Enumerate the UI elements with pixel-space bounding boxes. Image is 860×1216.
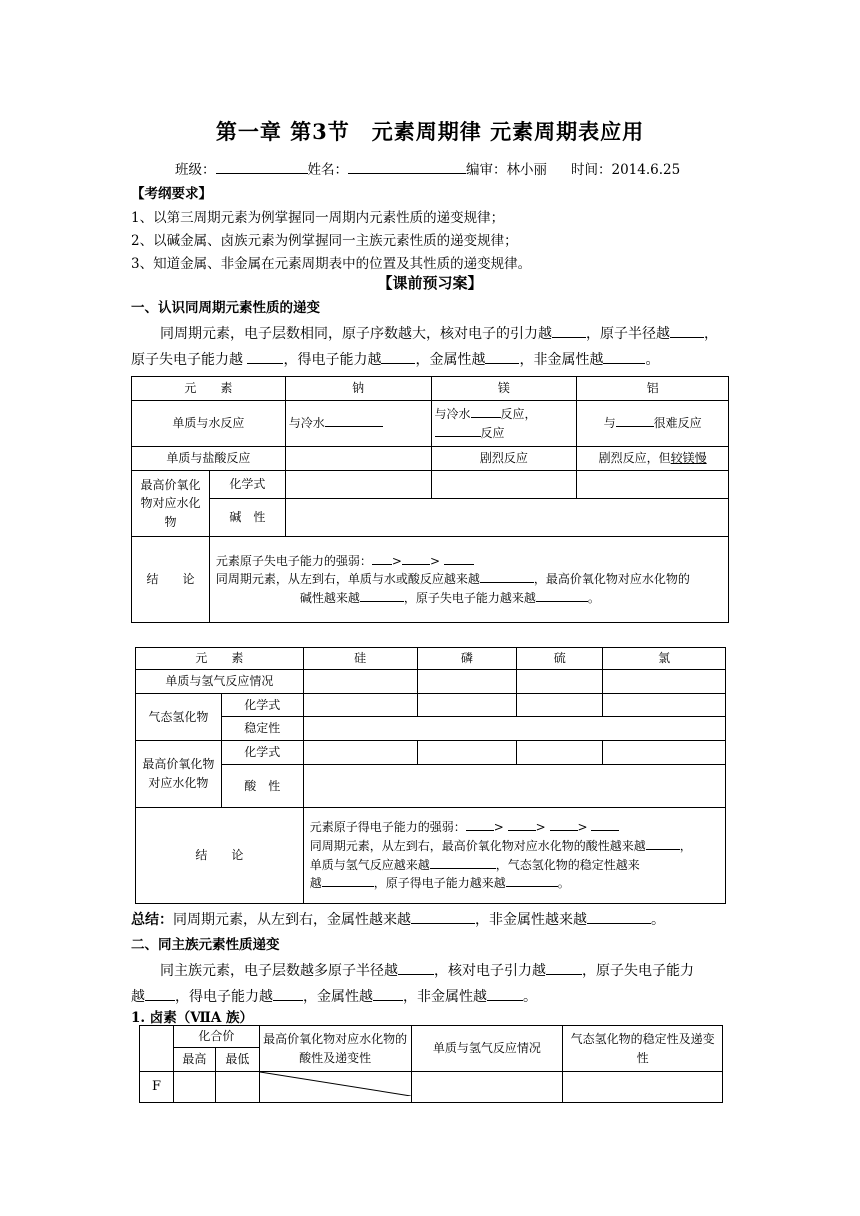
cell[interactable] xyxy=(303,741,417,765)
blank[interactable] xyxy=(487,988,523,1001)
sec2-para1: 同主族元素，电子层数越多原子半径越 ，核对电子引力越 ，原子失电子能力 xyxy=(160,963,694,979)
sec2-heading: 二、同主族元素性质递变 xyxy=(131,937,280,953)
header-cell: 镁 xyxy=(431,377,577,401)
sec2-para2: 越 ，得电子能力越 ，金属性越 ，非金属性越 。 xyxy=(131,989,537,1005)
row-label: 单质与氢气反应情况 xyxy=(136,670,304,694)
header-cell: 硫 xyxy=(517,648,603,670)
cell-basicity[interactable] xyxy=(285,499,728,537)
corner-cell xyxy=(140,1026,174,1072)
header-cell: 元 素 xyxy=(136,648,304,670)
sec1-para1: 同周期元素，电子层数相同，原子序数越大，核对电子的引力越 ，原子半径越 ， xyxy=(160,326,718,342)
cell-al-water[interactable]: 与 很难反应 xyxy=(577,401,729,447)
class-label: 班级： xyxy=(175,162,216,178)
row-label: 单质与水反应 xyxy=(132,401,286,447)
cell[interactable] xyxy=(517,741,603,765)
cell-diagonal xyxy=(259,1072,411,1103)
sub-label: 化学式 xyxy=(221,694,303,717)
header-cell: 钠 xyxy=(285,377,431,401)
sec1-heading: 一、认识同周期元素性质的递变 xyxy=(131,300,320,316)
cell[interactable] xyxy=(563,1072,723,1103)
name-label: 姓名： xyxy=(307,162,348,178)
cell-na-formula[interactable] xyxy=(285,471,431,499)
blank[interactable] xyxy=(373,988,403,1001)
element-cell: F xyxy=(140,1072,174,1103)
sub-label: 稳定性 xyxy=(221,717,303,741)
row-label: 最高价氧化物对应水化物 xyxy=(132,471,210,537)
row-label: 结 论 xyxy=(136,808,304,904)
blank[interactable] xyxy=(145,988,175,1001)
row-label: 气态氢化物 xyxy=(136,694,222,741)
cell[interactable] xyxy=(417,694,517,717)
exam-req-heading: 【考纲要求】 xyxy=(131,186,212,202)
blank[interactable] xyxy=(247,351,283,364)
header-cell: 磷 xyxy=(417,648,517,670)
cell[interactable] xyxy=(603,741,726,765)
cell[interactable] xyxy=(215,1072,259,1103)
blank[interactable] xyxy=(398,962,434,975)
conclusion-cell[interactable]: 元素原子失电子能力的强弱： > > 同周期元素，从左到右，单质与水或酸反应越来越 ，最高价氧化物对应水化物的 碱性越来越 ，原子失电子能力越来越 。 xyxy=(209,537,728,623)
summary: 总结：同周期元素，从左到右，金属性越来越 ，非金属性越来越 。 xyxy=(131,912,665,928)
table-period3-metals xyxy=(131,376,729,623)
cell[interactable] xyxy=(303,694,417,717)
header-cell: 元 素 xyxy=(132,377,286,401)
blank[interactable] xyxy=(670,325,704,338)
cell[interactable] xyxy=(411,1072,563,1103)
class-blank[interactable] xyxy=(216,159,308,174)
exam-req-item: 3、知道金属、非金属在元素周期表中的位置及其性质的递变规律。 xyxy=(131,256,532,272)
row-label: 单质与盐酸反应 xyxy=(132,447,286,471)
header-cell: 最高价氧化物对应水化物的酸性及递变性 xyxy=(259,1026,411,1072)
cell-acidity[interactable] xyxy=(303,765,725,808)
cell[interactable] xyxy=(517,670,603,694)
blank[interactable] xyxy=(485,351,519,364)
blank[interactable] xyxy=(381,351,415,364)
cell-al-acid: 剧烈反应，但较镁慢 xyxy=(577,447,729,471)
header-cell: 气态氢化物的稳定性及递变性 xyxy=(563,1026,723,1072)
meta-line xyxy=(175,158,680,178)
conclusion-cell[interactable]: 元素原子得电子能力的强弱： > > > 同周期元素，从左到右，最高价氧化物对应水化物的酸性越来越 ， 单质与氢气反应越来越 ，气态氢化物的稳定性越来 越 ，原子得电子能力越来越 。 xyxy=(303,808,725,904)
cell-mg-acid: 剧烈反应 xyxy=(431,447,577,471)
cell-na-water[interactable]: 与冷水 xyxy=(285,401,431,447)
cell[interactable] xyxy=(417,741,517,765)
blank[interactable] xyxy=(552,325,586,338)
header-cell: 化合价 xyxy=(173,1026,259,1048)
name-blank[interactable] xyxy=(348,159,466,174)
row-label: 结 论 xyxy=(132,537,210,623)
blank[interactable] xyxy=(273,988,303,1001)
time: 时间：2014.6.25 xyxy=(571,162,681,178)
blank[interactable] xyxy=(411,911,475,924)
cell-stability[interactable] xyxy=(303,717,725,741)
blank[interactable] xyxy=(587,911,651,924)
diagonal-line xyxy=(260,1072,411,1096)
header-cell: 最低 xyxy=(215,1048,259,1072)
editor: 编审：林小丽 xyxy=(466,162,547,178)
preview-heading: 【课前预习案】 xyxy=(377,274,483,292)
cell[interactable] xyxy=(603,670,726,694)
cell-mg-water[interactable]: 与冷水 反应， 反应 xyxy=(431,401,577,447)
sub-label: 碱 性 xyxy=(209,499,285,537)
sec1-para2: 原子失电子能力越 ，得电子能力越 ，金属性越 ，非金属性越 。 xyxy=(131,352,660,368)
header-cell: 最高 xyxy=(173,1048,215,1072)
cell-al-formula[interactable] xyxy=(577,471,729,499)
header-cell: 单质与氢气反应情况 xyxy=(411,1026,563,1072)
sub-label: 酸 性 xyxy=(221,765,303,808)
cell[interactable] xyxy=(303,670,417,694)
blank[interactable] xyxy=(546,962,582,975)
blank[interactable] xyxy=(603,351,645,364)
sub-label: 化学式 xyxy=(221,741,303,765)
table-halogen xyxy=(139,1025,723,1103)
exam-req-item: 1、以第三周期元素为例掌握同一周期内元素性质的递变规律； xyxy=(131,210,505,226)
table-period3-nonmetals xyxy=(135,647,726,904)
page-title: 第一章 第3节 元素周期律 元素周期表应用 xyxy=(215,119,645,144)
sub-label: 化学式 xyxy=(209,471,285,499)
header-cell: 氯 xyxy=(603,648,726,670)
header-cell: 铝 xyxy=(577,377,729,401)
halogen-heading: 1. 卤素（ⅦA 族） xyxy=(131,1010,254,1026)
cell[interactable] xyxy=(603,694,726,717)
cell[interactable] xyxy=(417,670,517,694)
header-cell: 硅 xyxy=(303,648,417,670)
row-label: 最高价氧化物对应水化物 xyxy=(136,741,222,808)
cell-mg-formula[interactable] xyxy=(431,471,577,499)
cell[interactable] xyxy=(517,694,603,717)
cell-na-acid[interactable] xyxy=(285,447,431,471)
exam-req-item: 2、以碱金属、卤族元素为例掌握同一主族元素性质的递变规律； xyxy=(131,233,518,249)
cell[interactable] xyxy=(173,1072,215,1103)
